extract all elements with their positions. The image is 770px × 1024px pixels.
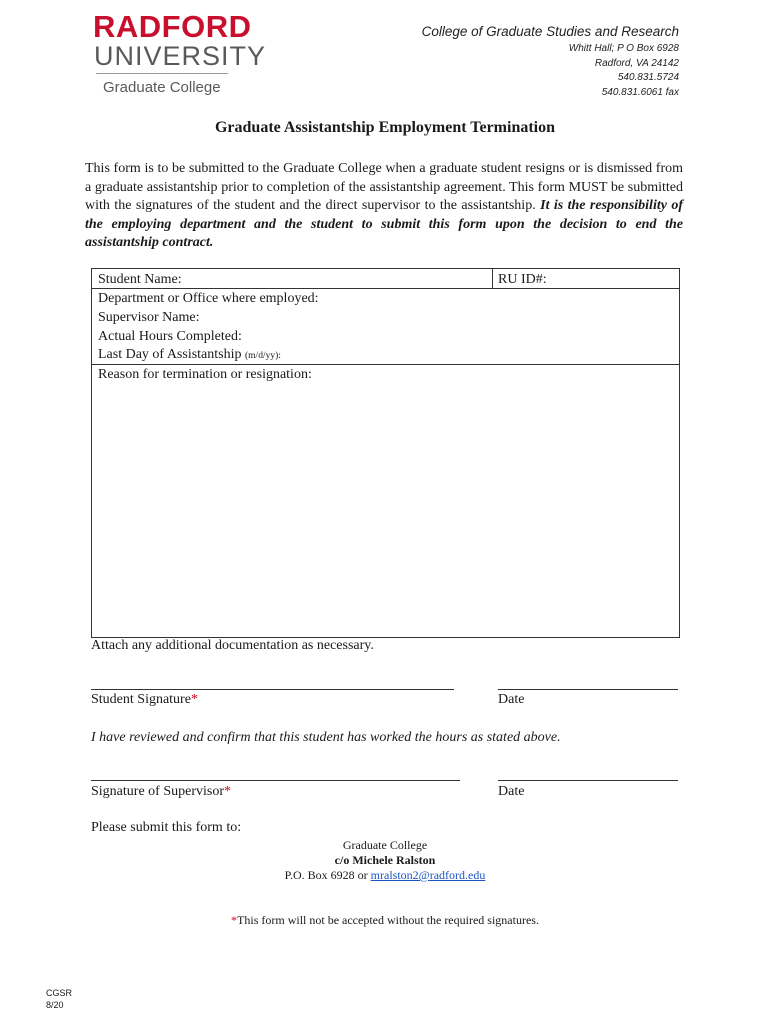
row-divider <box>92 288 679 289</box>
form-version: 8/20 <box>46 1000 64 1010</box>
ru-id-field[interactable]: RU ID#: <box>498 272 547 287</box>
student-date-line[interactable] <box>498 689 678 690</box>
reason-field[interactable]: Reason for termination or resignation: <box>98 367 312 382</box>
submit-line2: c/o Michele Ralston <box>334 853 436 867</box>
office-fax: 540.831.6061 fax <box>601 87 679 98</box>
supervisor-signature-line[interactable] <box>91 780 460 781</box>
intro-emphasis: It is the responsibility of the employing department and the student to submit this form upon the decision to end the assistantship contract. <box>85 198 684 250</box>
date-format-hint: (m/d/yy): <box>245 351 281 361</box>
ru-id-divider <box>492 269 493 288</box>
supervisor-date-label: Date <box>498 784 525 799</box>
signature-requirement-note <box>0 913 770 928</box>
actual-hours-field[interactable]: Actual Hours Completed: <box>98 329 242 344</box>
office-name: College of Graduate Studies and Research <box>421 24 679 39</box>
student-signature-text: Student Signature <box>91 692 191 707</box>
student-date-label: Date <box>498 692 525 707</box>
office-phone: 540.831.5724 <box>617 72 679 83</box>
form-code <box>46 987 72 1011</box>
last-day-field[interactable] <box>98 346 281 365</box>
form-table <box>91 268 680 638</box>
supervisor-signature-text: Signature of Supervisor <box>91 784 224 799</box>
logo-graduate-college: Graduate College <box>103 79 221 96</box>
supervisor-signature-label <box>91 784 231 800</box>
office-address-line2: Radford, VA 24142 <box>594 58 679 69</box>
department-field[interactable]: Department or Office where employed: <box>98 291 319 306</box>
email-link[interactable]: mralston2@radford.edu <box>370 868 486 882</box>
last-day-label: Last Day of Assistantship <box>98 347 242 362</box>
logo-radford: RADFORD <box>93 9 252 44</box>
required-asterisk: * <box>190 692 198 707</box>
form-code-name: CGSR <box>46 988 73 998</box>
form-title: Graduate Assistantship Employment Termination <box>214 119 556 136</box>
supervisor-name-field[interactable]: Supervisor Name: <box>98 310 200 325</box>
intro-paragraph <box>85 160 683 253</box>
attach-note: Attach any additional documentation as necessary. <box>91 638 374 653</box>
student-signature-line[interactable] <box>91 689 454 690</box>
logo-divider <box>96 73 228 74</box>
submit-line3 <box>0 868 770 883</box>
po-box: P.O. Box 6928 or <box>284 868 368 882</box>
intro-text: This form is to be submitted to the Graduate College when a graduate student resigns or is dismissed from a graduate assistantship prior to completion of the assistantship agreement. This form MUST be submitted with the signatures of the student and the direct supervisor to the assistantship. <box>85 161 683 213</box>
submit-prompt: Please submit this form to: <box>91 820 242 835</box>
required-asterisk: * <box>231 913 238 927</box>
required-asterisk: * <box>223 784 231 799</box>
supervisor-date-line[interactable] <box>498 780 678 781</box>
student-signature-label <box>91 692 198 708</box>
confirm-statement: I have reviewed and confirm that this student has worked the hours as stated above. <box>91 730 561 745</box>
signature-note-text: This form will not be accepted without the required signatures. <box>237 913 539 927</box>
logo-university: UNIVERSITY <box>94 41 267 71</box>
office-address-line1: Whitt Hall; P O Box 6928 <box>568 43 679 54</box>
student-name-field[interactable]: Student Name: <box>98 272 182 287</box>
submit-line1: Graduate College <box>342 838 428 852</box>
